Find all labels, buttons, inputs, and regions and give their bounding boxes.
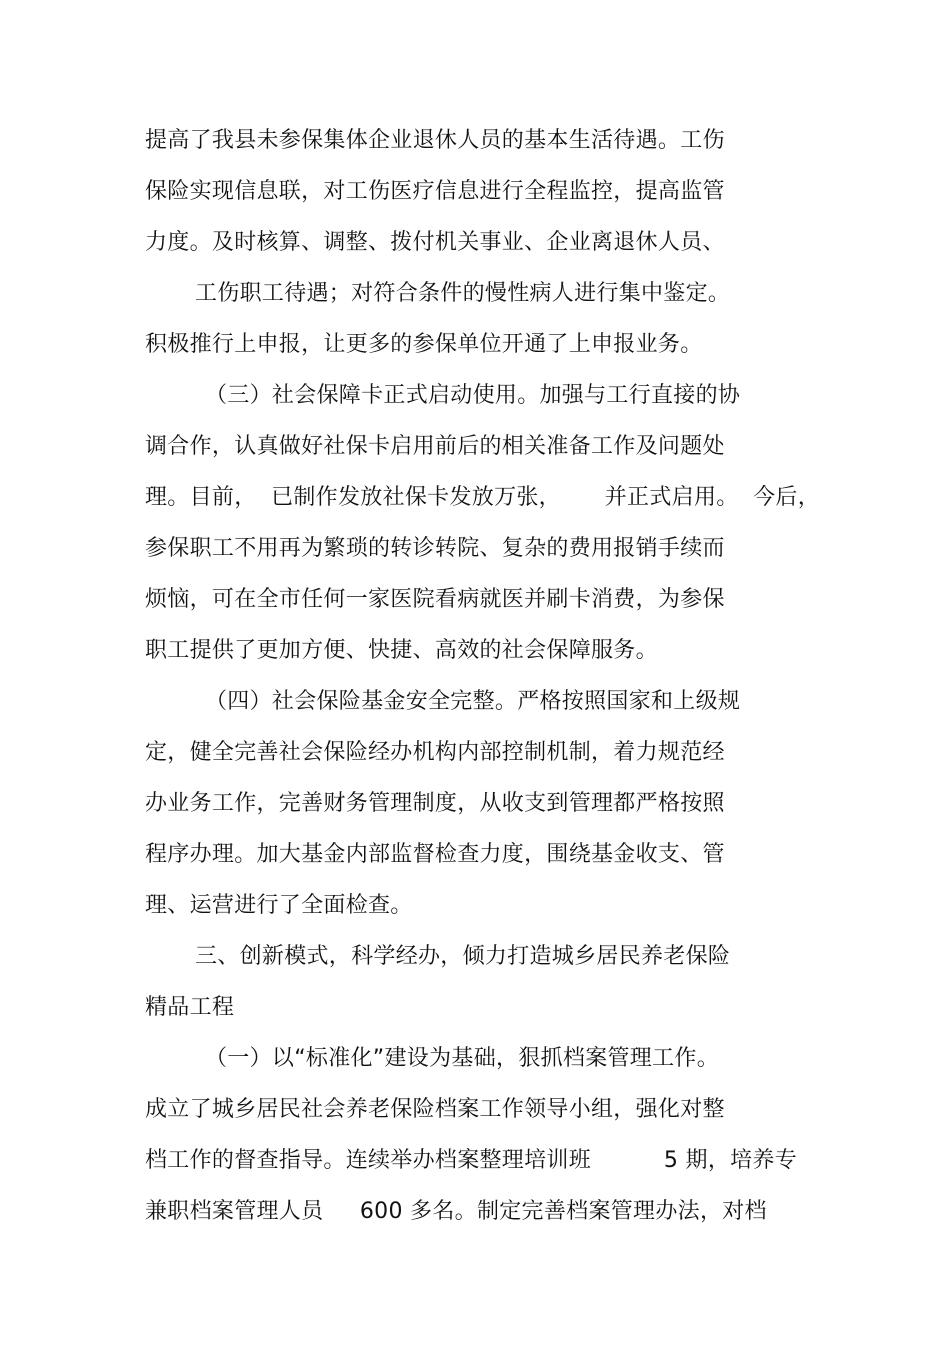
text-line-13: 定，健全完善社会保险经办机构内部控制机制，着力规范经 [145,740,725,765]
text-line-1: 提高了我县未参保集体企业退休人员的基本生活待遇。工伤 [145,128,725,153]
section-heading-line-2: 精品工程 [145,995,235,1020]
text-line-7: 调合作，认真做好社保卡启用前后的相关准备工作及问题处 [145,434,725,459]
text-line-8: 理。目前， 已制作发放社保卡发放万张， 并正式启用。 今后， [145,485,821,510]
text-line-16: 理、运营进行了全面检查。 [145,893,413,918]
text-line-5: 积极推行上申报，让更多的参保单位开通了上申报业务。 [145,332,703,357]
text-line-9: 参保职工不用再为繁琐的转诊转院、复杂的费用报销手续而 [145,536,725,561]
text-line-3: 力度。及时核算、调整、拨付机关事业、企业离退休人员、 [145,230,725,255]
text-line-10: 烦恼，可在全市任何一家医院看病就医并刷卡消费，为参保 [145,587,725,612]
section-heading-line-1: 三、创新模式，科学经办，倾力打造城乡居民养老保险 [195,944,731,969]
text-line-22: 兼职档案管理人员 600 多名。制定完善档案管理办法，对档 [145,1199,767,1224]
text-line-15: 程序办理。加大基金内部监督检查力度，围绕基金收支、管 [145,842,725,867]
text-line-6: （三）社会保障卡正式启动使用。加强与工行直接的协 [205,383,741,408]
text-line-4: 工伤职工待遇；对符合条件的慢性病人进行集中鉴定。 [195,281,731,306]
text-line-12: （四）社会保险基金安全完整。严格按照国家和上级规 [205,689,741,714]
text-line-20: 成立了城乡居民社会养老保险档案工作领导小组，强化对整 [145,1097,725,1122]
text-line-14: 办业务工作，完善财务管理制度，从收支到管理都严格按照 [145,791,725,816]
text-line-11: 职工提供了更加方便、快捷、高效的社会保障服务。 [145,638,658,663]
text-line-19: （一）以“标准化”建设为基础，狠抓档案管理工作。 [205,1046,719,1071]
text-line-21: 档工作的督查指导。连续举办档案整理培训班 5 期，培养专 [145,1148,798,1173]
text-line-2: 保险实现信息联，对工伤医疗信息进行全程监控，提高监管 [145,179,725,204]
